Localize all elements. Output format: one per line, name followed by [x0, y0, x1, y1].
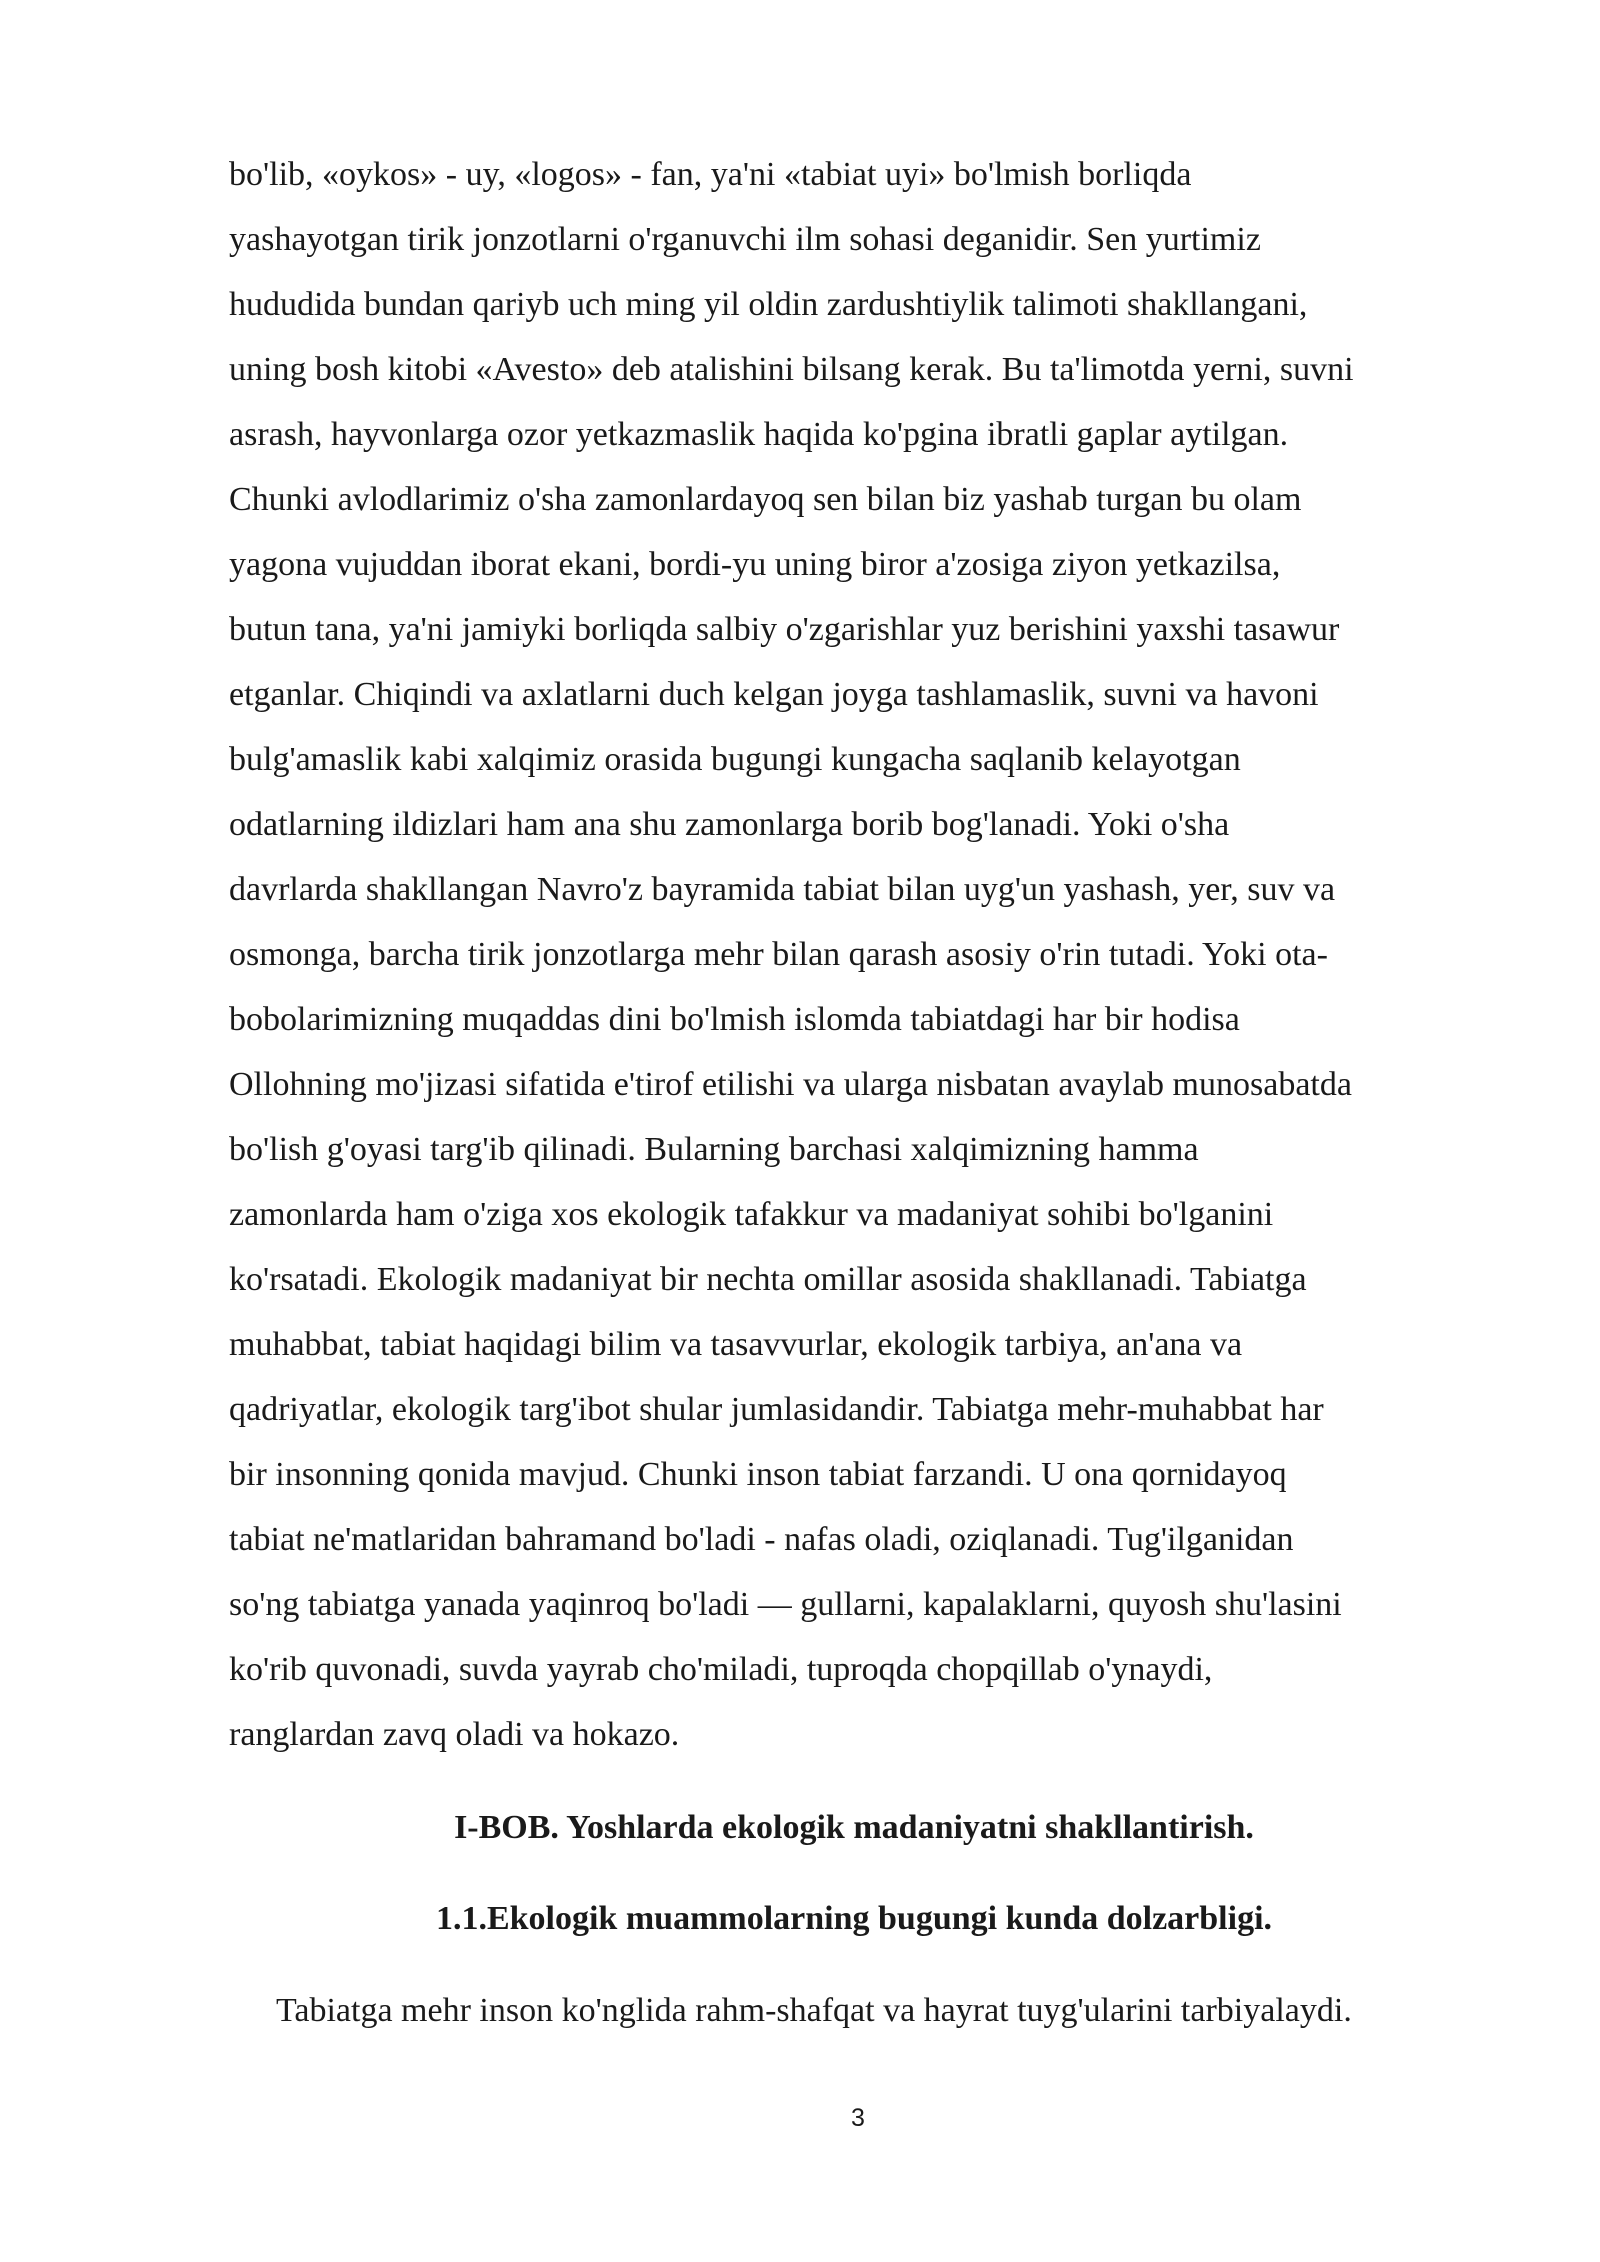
- text-line: ko'rsatadi. Ekologik madaniyat bir nechta omillar asosida shakllanadi. Tabiatga: [229, 1261, 1307, 1298]
- page-number: 3: [851, 2104, 865, 2132]
- text-line: bo'lish g'oyasi targ'ib qilinadi. Bularning barchasi xalqimizning hamma: [229, 1131, 1199, 1168]
- text-line: ranglardan zavq oladi va hokazo.: [229, 1716, 680, 1753]
- text-line: osmonga, barcha tirik jonzotlarga mehr bilan qarash asosiy o'rin tutadi. Yoki ota-: [229, 936, 1328, 973]
- text-line: etganlar. Chiqindi va axlatlarni duch kelgan joyga tashlamaslik, suvni va havoni: [229, 676, 1319, 713]
- text-line: Chunki avlodlarimiz o'sha zamonlardayoq sen bilan biz yashab turgan bu olam: [229, 481, 1302, 518]
- text-line: bobolarimizning muqaddas dini bo'lmish islomda tabiatdagi har bir hodisa: [229, 1001, 1240, 1038]
- text-line: so'ng tabiatga yanada yaqinroq bo'ladi — gullarni, kapalaklarni, quyosh shu'lasini: [229, 1586, 1342, 1623]
- text-line: davrlarda shakllangan Navro'z bayramida tabiat bilan uyg'un yashash, yer, suv va: [229, 871, 1336, 908]
- text-line: Ollohning mo'jizasi sifatida e'tirof etilishi va ularga nisbatan avaylab munosabatda: [229, 1066, 1352, 1103]
- text-line: ko'rib quvonadi, suvda yayrab cho'miladi, tuproqda chopqillab o'ynaydi,: [229, 1651, 1213, 1688]
- text-line: zamonlarda ham o'ziga xos ekologik tafakkur va madaniyat sohibi bo'lganini: [229, 1196, 1274, 1233]
- section-heading: 1.1.Ekologik muammolarning bugungi kunda dolzarbligi.: [435, 1900, 1273, 1937]
- text-line: uning bosh kitobi «Avesto» deb atalishini bilsang kerak. Bu ta'limotda yerni, suvni: [229, 351, 1354, 388]
- text-line: yagona vujuddan iborat ekani, bordi-yu uning biror a'zosiga ziyon yetkazilsa,: [229, 546, 1281, 583]
- text-line: bir insonning qonida mavjud. Chunki inson tabiat farzandi. U ona qornidayoq: [229, 1456, 1287, 1493]
- text-line: odatlarning ildizlari ham ana shu zamonlarga borib bog'lanadi. Yoki o'sha: [229, 806, 1230, 843]
- text-line: hududida bundan qariyb uch ming yil oldin zardushtiylik talimoti shakllangani,: [229, 286, 1308, 323]
- body-text: [229, 150, 1529, 1775]
- text-line: tabiat ne'matlaridan bahramand bo'ladi - nafas oladi, oziqlanadi. Tug'ilganidan: [229, 1521, 1294, 1558]
- text-line: asrash, hayvonlarga ozor yetkazmaslik haqida ko'pgina ibratli gaplar aytilgan.: [229, 416, 1289, 453]
- text-line: bo'lib, «oykos» - uy, «logos» - fan, ya'ni «tabiat uyi» bo'lmish borliqda: [229, 156, 1192, 193]
- text-line: bulg'amaslik kabi xalqimiz orasida bugungi kungacha saqlanib kelayotgan: [229, 741, 1241, 778]
- text-line: muhabbat, tabiat haqidagi bilim va tasavvurlar, ekologik tarbiya, an'ana va: [229, 1326, 1243, 1363]
- paragraph-first-line: Tabiatga mehr inson ko'nglida rahm-shafqat va hayrat tuyg'ularini tarbiyalaydi.: [276, 1992, 1352, 2029]
- text-line: butun tana, ya'ni jamiyki borliqda salbiy o'zgarishlar yuz berishini yaxshi tasawur: [229, 611, 1340, 648]
- text-line: yashayotgan tirik jonzotlarni o'rganuvchi ilm sohasi deganidir. Sen yurtimiz: [229, 221, 1261, 258]
- text-line: qadriyatlar, ekologik targ'ibot shular jumlasidandir. Tabiatga mehr-muhabbat har: [229, 1391, 1324, 1428]
- chapter-heading: I-BOB. Yoshlarda ekologik madaniyatni shakllantirish.: [454, 1809, 1254, 1846]
